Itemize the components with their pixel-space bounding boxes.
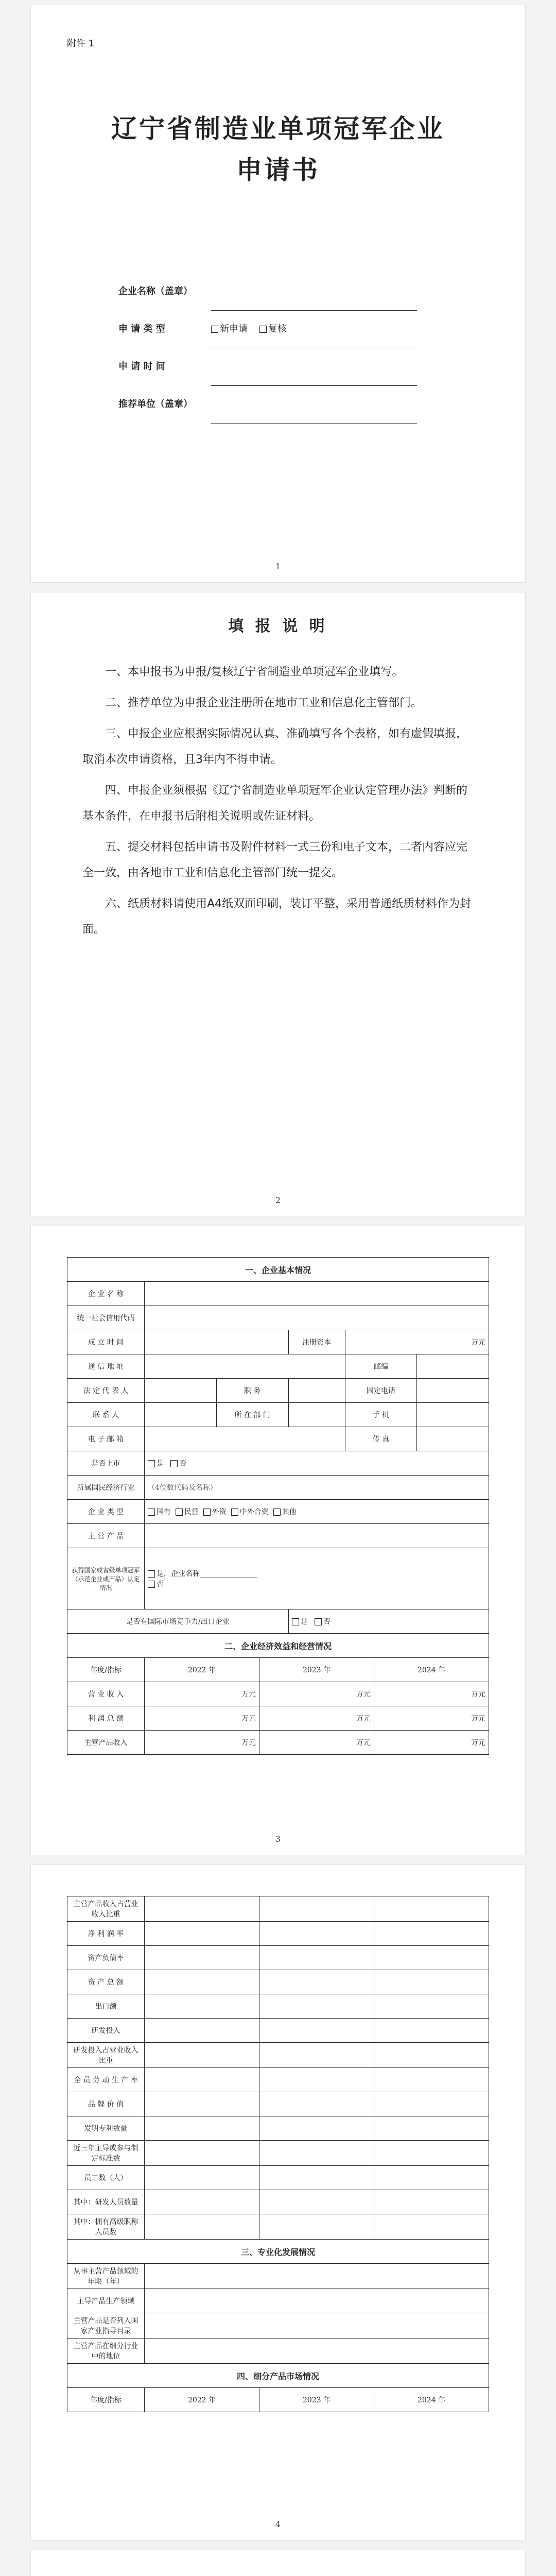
postal-cell[interactable] — [417, 1354, 489, 1379]
value-cell[interactable] — [145, 1994, 259, 2019]
value-cell[interactable] — [145, 2019, 259, 2043]
value-cell[interactable] — [259, 2116, 374, 2141]
value-cell[interactable]: 万元 — [259, 1731, 374, 1755]
value-cell[interactable] — [145, 2338, 489, 2364]
ownership-options[interactable]: 国有 民营 外资 中外合资 其他 — [145, 1500, 489, 1524]
cover-title-line1: 辽宁省制造业单项冠军企业 — [111, 113, 445, 144]
page-number: 2 — [275, 1195, 281, 1205]
cover-page — [31, 5, 525, 582]
instruction-item: 三、申报企业应根据实际情况认真、准确填写各个表格，如有虚假填报，取消本次申请资格，且3年内不得申请。 — [82, 727, 468, 766]
value-cell[interactable]: 万元 — [145, 1731, 259, 1755]
email-cell[interactable] — [145, 1427, 345, 1451]
cover-title-line2: 申请书 — [236, 155, 320, 185]
value-cell[interactable] — [374, 1896, 489, 1922]
value-cell[interactable]: 万元 — [259, 1682, 374, 1706]
value-cell[interactable] — [259, 2043, 374, 2068]
basic-info-page — [31, 1226, 525, 1855]
page-number: 4 — [275, 2519, 281, 2529]
instructions-title: 填 报 说 明 — [228, 617, 328, 635]
legal-phone-cell[interactable] — [417, 1379, 489, 1403]
value-cell[interactable] — [145, 1946, 259, 1970]
value-cell[interactable] — [145, 2068, 259, 2092]
apply-type-field: 申 请 类 型 新申请 复核 — [118, 311, 438, 348]
listed-options[interactable]: 是 否 — [145, 1451, 489, 1476]
checkbox-new[interactable] — [211, 326, 218, 333]
value-cell[interactable] — [259, 1946, 374, 1970]
value-cell[interactable] — [374, 2166, 489, 2190]
value-cell[interactable] — [259, 1970, 374, 1994]
instruction-item: 二、推荐单位为申报企业注册所在地市工业和信息化主管部门。 — [105, 697, 423, 709]
market-table-head: 四、细分产品市场情况 年度/指标 2022 年 2023 年 2024 年 — [67, 2363, 489, 2412]
award-options[interactable]: 是，企业名称________________ 否 — [145, 1548, 489, 1609]
value-cell[interactable] — [145, 2313, 489, 2338]
apply-date-field[interactable]: 申 请 时 间 — [118, 348, 438, 386]
value-cell[interactable] — [374, 2190, 489, 2214]
export-options[interactable]: 是 否 — [288, 1609, 489, 1634]
reg-date-cell[interactable] — [145, 1330, 289, 1354]
cover-fields — [118, 273, 438, 423]
instruction-item: 五、提交材料包括申请书及附件材料一式三份和电子文本，二者内容应完全一致，由各地市工业和信息化主管部门统一提交。 — [82, 841, 468, 879]
reg-capital-cell[interactable]: 万元 — [345, 1330, 489, 1354]
value-cell[interactable] — [374, 1994, 489, 2019]
indicator-table: 主营产品收入占营业收入比重 净 利 润 率 资产负债率 资 产 总 额 出口额 研发投入 研发投入占营业收入比重 全 员 劳 动 生 产 率 品 牌 价 值 发明专利数量 近三年主导或参与制定标准数 员工数（人） 其中：研发人员数量 其中：拥有高级职称人员数 — [67, 1896, 489, 2240]
value-cell[interactable] — [259, 2092, 374, 2116]
value-cell[interactable] — [374, 1922, 489, 1946]
value-cell[interactable] — [259, 1994, 374, 2019]
fax-cell[interactable] — [417, 1427, 489, 1451]
value-cell[interactable] — [145, 2214, 259, 2240]
value-cell[interactable]: 万元 — [374, 1706, 489, 1731]
mobile-cell[interactable] — [417, 1403, 489, 1427]
value-cell[interactable] — [374, 2141, 489, 2166]
basic-info-table: 一、企业基本情况 企 业 名 称 统一社会信用代码 成 立 时 间 注册资本 万元 通 信 地 址 邮编 法 定 代 表 人 职 务 固定电话 联 系 人 所 在 部 门 手 机 电 子 邮 箱 传 真 是否上市 是 否 所属国民经济行业 （4位数代码及名称） 企 业 类 型 国有 民营 外资 中外合资 其他 主 营 产 品 获得国家或省级单项冠军（示范企业或产品）认定情况 是，企业名称________________ 否 是否有国际市场竞争力/出口企业 是 否 — [67, 1257, 489, 1634]
company-name-field[interactable]: 企业名称（盖章） — [118, 273, 438, 311]
company-name-cell[interactable] — [145, 1282, 489, 1306]
value-cell[interactable] — [259, 2190, 374, 2214]
value-cell[interactable] — [145, 2190, 259, 2214]
legal-person-cell[interactable] — [145, 1379, 217, 1403]
value-cell[interactable] — [374, 1970, 489, 1994]
instruction-item: 一、本申报书为申报/复核辽宁省制造业单项冠军企业填写。 — [105, 666, 404, 679]
legal-position-cell[interactable] — [288, 1379, 345, 1403]
value-cell[interactable] — [145, 2166, 259, 2190]
value-cell[interactable] — [145, 2264, 489, 2289]
value-cell[interactable] — [145, 1970, 259, 1994]
value-cell[interactable] — [145, 1896, 259, 1922]
value-cell[interactable] — [145, 2141, 259, 2166]
value-cell[interactable]: 万元 — [145, 1706, 259, 1731]
checkbox-review[interactable] — [259, 326, 267, 333]
industry-cell[interactable]: （4位数代码及名称） — [145, 1476, 489, 1500]
dept-cell[interactable] — [288, 1403, 345, 1427]
instructions-page — [31, 592, 525, 1216]
instruction-item: 四、申报企业须根据《辽宁省制造业单项冠军企业认定管理办法》判断的基本条件，在申报书后附相关说明或佐证材料。 — [82, 784, 468, 823]
indicators-page — [31, 1865, 525, 2540]
value-cell[interactable] — [145, 2092, 259, 2116]
value-cell[interactable] — [145, 2043, 259, 2068]
market-page — [31, 2550, 525, 2576]
attachment-label: 附件 1 — [67, 38, 95, 49]
contact-cell[interactable] — [145, 1403, 217, 1427]
value-cell[interactable] — [374, 2068, 489, 2092]
section-title: 四、细分产品市场情况 — [67, 2364, 489, 2388]
value-cell[interactable] — [374, 2214, 489, 2240]
specialization-table: 三、专业化发展情况 从事主营产品领域的年限（年） 主导产品生产领域 主营产品是否列入国家产业指导目录 主营产品在细分行业中的地位 — [67, 2239, 489, 2364]
value-cell[interactable] — [145, 2289, 489, 2313]
value-cell[interactable] — [259, 1896, 374, 1922]
value-cell[interactable]: 万元 — [374, 1731, 489, 1755]
value-cell[interactable]: 万元 — [259, 1706, 374, 1731]
value-cell[interactable]: 万元 — [374, 1682, 489, 1706]
value-cell[interactable] — [374, 2043, 489, 2068]
value-cell[interactable] — [259, 2068, 374, 2092]
page-number: 3 — [275, 1834, 281, 1844]
value-cell[interactable] — [374, 2092, 489, 2116]
section-title: 三、专业化发展情况 — [67, 2240, 489, 2264]
value-cell[interactable] — [259, 2166, 374, 2190]
economic-table: 二、企业经济效益和经营情况 年度/指标 2022 年 2023 年 2024 年 营 业 收 入 万元 万元 万元 利 润 总 额 万元 万元 万元 主营产品收入 万元 万元 万元 — [67, 1633, 489, 1755]
value-cell[interactable]: 万元 — [145, 1682, 259, 1706]
recommender-field[interactable]: 推荐单位（盖章） — [118, 386, 438, 423]
value-cell[interactable] — [374, 1946, 489, 1970]
value-cell[interactable] — [259, 1922, 374, 1946]
credit-code-cell[interactable] — [145, 1306, 489, 1330]
value-cell[interactable] — [259, 2019, 374, 2043]
value-cell[interactable] — [374, 2116, 489, 2141]
section-title: 二、企业经济效益和经营情况 — [67, 1634, 489, 1658]
value-cell[interactable] — [145, 2116, 259, 2141]
value-cell[interactable] — [259, 2141, 374, 2166]
instruction-item: 六、纸质材料请使用A4纸双面印刷，装订平整，采用普通纸质材料作为封面。 — [82, 897, 472, 936]
value-cell[interactable] — [259, 2214, 374, 2240]
value-cell[interactable] — [145, 1922, 259, 1946]
section-title: 一、企业基本情况 — [67, 1258, 489, 1282]
value-cell[interactable] — [374, 2019, 489, 2043]
instructions-list — [82, 659, 474, 948]
main-product-cell[interactable] — [145, 1524, 489, 1548]
address-cell[interactable] — [145, 1354, 345, 1379]
page-number: 1 — [275, 562, 281, 571]
